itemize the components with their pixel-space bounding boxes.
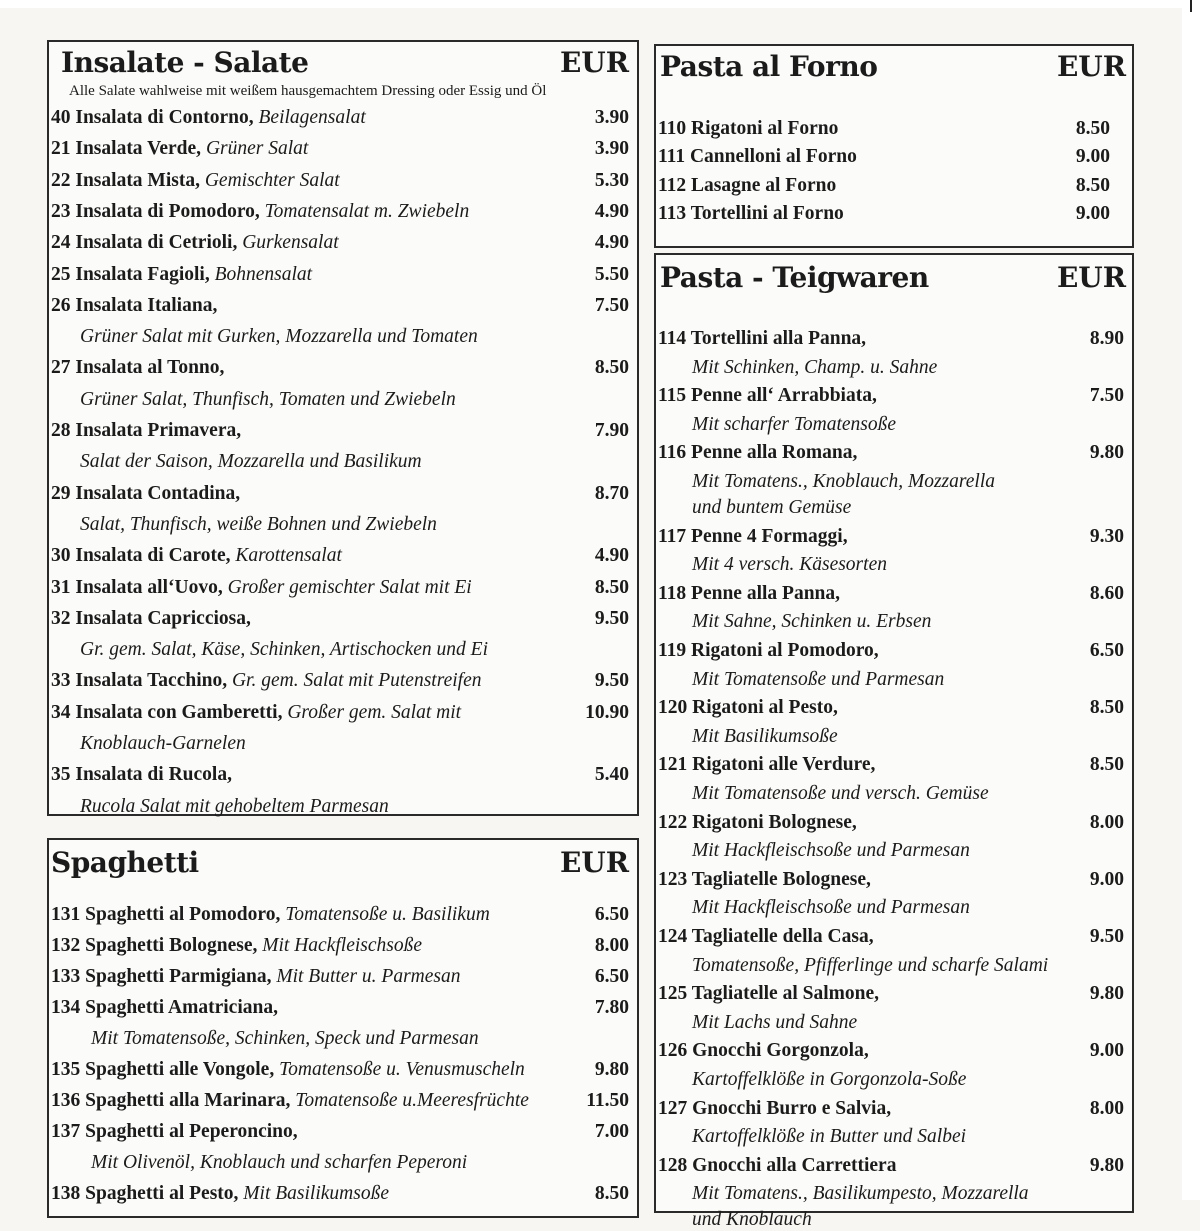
currency-header: EUR xyxy=(1056,50,1126,83)
dish-subdescription: Mit Tomatensoße und versch. Gemüse xyxy=(692,783,989,804)
dish-description: Beilagensalat xyxy=(258,107,366,128)
dish-name: 134 Spaghetti Amatriciana, xyxy=(51,997,278,1018)
dish-price: 8.70 xyxy=(594,482,629,504)
menu-item-row xyxy=(656,146,1132,168)
dish-price: 8.50 xyxy=(1089,697,1124,719)
dish-price: 9.00 xyxy=(1089,1040,1124,1062)
menu-item-row xyxy=(49,107,637,129)
menu-item-row xyxy=(656,754,1132,776)
dish-subdescription: Mit Tomatensoße, Schinken, Speck und Parmesan xyxy=(91,1028,479,1049)
menu-item-row xyxy=(49,357,637,379)
dish-name: 31 Insalata all‘Uovo, xyxy=(51,576,223,598)
dish-description: Tomatensalat m. Zwiebeln xyxy=(264,200,470,222)
dish-price: 8.00 xyxy=(1089,1097,1124,1119)
section-pasta-teigwaren xyxy=(654,253,1134,1231)
dish-price: 8.50 xyxy=(594,357,629,379)
dish-subdescription: Tomatensoße, Pfifferlinge und scharfe Salami xyxy=(692,954,1049,976)
menu-item-row xyxy=(656,175,1132,197)
menu-item-row xyxy=(656,203,1132,225)
dish-price: 10.90 xyxy=(585,701,629,723)
dish-name: 135 Spaghetti alle Vongole, xyxy=(51,1059,275,1080)
dish-name: 116 Penne alla Romana, xyxy=(658,442,858,464)
menu-item-row xyxy=(49,1090,637,1112)
dish-price: 9.50 xyxy=(594,670,629,692)
dish-name: 115 Penne all‘ Arrabbiata, xyxy=(658,385,877,407)
dish-price: 8.50 xyxy=(594,576,629,598)
menu-item-row xyxy=(49,264,637,286)
dish-price: 7.50 xyxy=(594,294,629,316)
dish-price: 5.50 xyxy=(594,263,629,285)
menu-item-row xyxy=(49,232,637,254)
dish-price: 9.30 xyxy=(1089,525,1124,547)
dish-subdescription: Mit Olivenöl, Knoblauch und scharfen Peperoni xyxy=(91,1152,468,1173)
dish-price: 9.00 xyxy=(1075,202,1110,224)
dish-subdescription: Salat, Thunfisch, weiße Bohnen und Zwiebeln xyxy=(80,513,437,535)
dish-subdescription: Gr. gem. Salat, Käse, Schinken, Artischocken und Ei xyxy=(80,639,488,661)
dish-price: 9.00 xyxy=(1089,868,1124,890)
menu-item-row xyxy=(49,1121,637,1143)
dish-price: 8.00 xyxy=(594,935,629,956)
dish-price: 8.50 xyxy=(594,1183,629,1204)
menu-item-row xyxy=(49,420,637,442)
dish-subdescription: Mit Hackfleischsoße und Parmesan xyxy=(692,840,970,862)
dish-name: 25 Insalata Fagioli, xyxy=(51,263,210,285)
dish-name: 30 Insalata di Carote, xyxy=(51,545,231,567)
menu-item-row xyxy=(49,201,637,223)
section-title: Pasta - Teigwaren xyxy=(660,261,929,294)
dish-price: 9.80 xyxy=(1089,983,1124,1005)
dish-description: Großer gem. Salat mit xyxy=(287,701,462,723)
dish-description: Gurkensalat xyxy=(242,232,339,254)
dish-name: 131 Spaghetti al Pomodoro, xyxy=(51,904,281,925)
dish-name: 137 Spaghetti al Peperoncino, xyxy=(51,1121,298,1142)
dish-name: 124 Tagliatelle della Casa, xyxy=(658,926,874,947)
dish-name: 22 Insalata Mista, xyxy=(51,169,200,191)
menu-item-row xyxy=(656,118,1132,140)
dish-name: 111 Cannelloni al Forno xyxy=(658,146,857,168)
menu-item-row xyxy=(49,1059,637,1081)
dish-price: 7.00 xyxy=(594,1121,629,1142)
menu-item-row xyxy=(49,1183,637,1205)
dish-name: 26 Insalata Italiana, xyxy=(51,294,218,316)
dish-price: 3.90 xyxy=(594,107,629,128)
dish-description: Tomatensoße u. Venusmuscheln xyxy=(279,1059,525,1080)
dish-name: 34 Insalata con Gamberetti, xyxy=(51,701,283,723)
menu-item-row xyxy=(656,926,1132,948)
menu-item-row xyxy=(49,295,637,317)
currency-header: EUR xyxy=(559,846,629,879)
menu-item-row xyxy=(656,697,1132,719)
menu-item-row xyxy=(49,966,637,988)
dish-price: 4.90 xyxy=(594,232,629,254)
dish-price: 8.60 xyxy=(1089,582,1124,604)
menu-item-row xyxy=(49,577,637,599)
menu-item-row xyxy=(656,442,1132,464)
dish-name: 126 Gnocchi Gorgonzola, xyxy=(658,1040,869,1062)
dish-subdescription: Mit Hackfleischsoße und Parmesan xyxy=(692,897,970,919)
menu-item-row xyxy=(656,328,1132,350)
dish-description: Bohnensalat xyxy=(214,263,313,285)
currency-header: EUR xyxy=(1056,261,1126,294)
menu-item-row xyxy=(656,983,1132,1005)
dish-price: 7.80 xyxy=(594,997,629,1018)
dish-name: 122 Rigatoni Bolognese, xyxy=(658,811,857,833)
dish-price: 6.50 xyxy=(1089,640,1124,661)
dish-subdescription: Grüner Salat mit Gurken, Mozzarella und Tomaten xyxy=(80,326,478,348)
dish-name: 128 Gnocchi alla Carrettiera xyxy=(658,1154,897,1176)
dish-description: Gr. gem. Salat mit Putenstreifen xyxy=(231,670,482,692)
dish-subdescription: Mit scharfer Tomatensoße xyxy=(692,413,897,435)
dish-subdescription: Mit Tomatens., Basilikumpesto, Mozzarella xyxy=(692,1183,1029,1205)
dish-description: Tomatensoße u.Meeresfrüchte xyxy=(295,1090,529,1111)
dish-name: 40 Insalata di Contorno, xyxy=(51,107,254,128)
dish-name: 29 Insalata Contadina, xyxy=(51,482,241,504)
section-title: Spaghetti xyxy=(51,846,199,879)
dish-name: 28 Insalata Primavera, xyxy=(51,420,242,441)
menu-item-row xyxy=(656,583,1132,605)
dish-subdescription: Mit Basilikumsoße xyxy=(692,725,838,747)
dish-price: 9.80 xyxy=(1089,1154,1124,1176)
dish-name: 127 Gnocchi Burro e Salvia, xyxy=(658,1097,892,1119)
dish-description: Mit Butter u. Parmesan xyxy=(276,966,461,987)
dish-name: 110 Rigatoni al Forno xyxy=(658,118,839,139)
dish-subdescription: Mit Sahne, Schinken u. Erbsen xyxy=(692,611,932,633)
dish-price: 7.90 xyxy=(594,420,629,441)
dish-price: 9.80 xyxy=(1089,442,1124,464)
dish-description: Mit Basilikumsoße xyxy=(243,1183,389,1204)
dish-name: 118 Penne alla Panna, xyxy=(658,582,841,604)
menu-item-row xyxy=(49,702,637,724)
dish-description: Gemischter Salat xyxy=(204,169,340,191)
dish-price: 3.90 xyxy=(594,138,629,160)
menu-item-row xyxy=(656,812,1132,834)
dish-description: Mit Hackfleischsoße xyxy=(262,935,423,956)
dish-name: 33 Insalata Tacchino, xyxy=(51,670,228,692)
menu-item-row xyxy=(656,526,1132,548)
menu-item-row xyxy=(49,545,637,567)
dish-name: 125 Tagliatelle al Salmone, xyxy=(658,983,880,1005)
dish-name: 138 Spaghetti al Pesto, xyxy=(51,1183,239,1204)
dish-subdescription: Rucola Salat mit gehobeltem Parmesan xyxy=(80,795,389,817)
menu-item-row xyxy=(656,1040,1132,1062)
dish-subdescription: und buntem Gemüse xyxy=(692,497,852,518)
dish-subdescription: Salat der Saison, Mozzarella und Basilikum xyxy=(80,451,422,473)
dish-price: 8.50 xyxy=(1089,754,1124,776)
dish-description: Karottensalat xyxy=(235,545,342,567)
dish-subdescription: Mit 4 versch. Käsesorten xyxy=(692,554,887,576)
dish-name: 32 Insalata Capricciosa, xyxy=(51,607,251,629)
dish-price: 5.40 xyxy=(594,764,629,786)
dish-name: 35 Insalata di Rucola, xyxy=(51,764,232,786)
section-spaghetti xyxy=(47,838,639,1218)
dish-name: 112 Lasagne al Forno xyxy=(658,174,837,196)
dish-name: 24 Insalata di Cetrioli, xyxy=(51,232,238,254)
menu-item-row xyxy=(49,483,637,505)
menu-item-row xyxy=(49,764,637,786)
section-note: Alle Salate wahlweise mit weißem hausgemachtem Dressing oder Essig und Öl xyxy=(69,83,547,99)
dish-name: 132 Spaghetti Bolognese, xyxy=(51,935,258,956)
dish-price: 5.30 xyxy=(594,169,629,191)
section-title: Pasta al Forno xyxy=(660,50,878,83)
menu-item-row xyxy=(49,997,637,1019)
dish-name: 121 Rigatoni alle Verdure, xyxy=(658,754,876,776)
dish-price: 11.50 xyxy=(586,1090,629,1111)
dish-name: 133 Spaghetti Parmigiana, xyxy=(51,966,272,987)
dish-description: Großer gemischter Salat mit Ei xyxy=(227,576,472,598)
menu-item-row xyxy=(49,170,637,192)
dish-subdescription: Mit Tomatensoße und Parmesan xyxy=(692,668,945,690)
menu-item-row xyxy=(656,385,1132,407)
page-right-edge xyxy=(1182,0,1200,1200)
dish-subdescription: Mit Tomatens., Knoblauch, Mozzarella xyxy=(692,471,995,492)
dish-name: 123 Tagliatelle Bolognese, xyxy=(658,868,871,890)
menu-item-row xyxy=(49,608,637,630)
dish-price: 9.50 xyxy=(594,607,629,629)
dish-price: 8.50 xyxy=(1075,174,1110,196)
dish-name: 23 Insalata di Pomodoro, xyxy=(51,200,260,222)
dish-price: 7.50 xyxy=(1089,385,1124,407)
menu-item-row xyxy=(49,670,637,692)
dish-name: 120 Rigatoni al Pesto, xyxy=(658,697,838,719)
section-title: Insalate - Salate xyxy=(61,46,309,79)
menu-item-row xyxy=(49,935,637,957)
dish-subdescription: Kartoffelklöße in Gorgonzola-Soße xyxy=(692,1069,967,1090)
dish-subdescription: Kartoffelklöße in Butter und Salbei xyxy=(692,1126,967,1148)
dish-subdescription: Mit Lachs und Sahne xyxy=(692,1011,858,1033)
dish-price: 6.50 xyxy=(594,904,629,925)
dish-price: 9.00 xyxy=(1075,146,1110,168)
menu-item-row xyxy=(656,1155,1132,1177)
page-top-margin xyxy=(0,0,1200,8)
currency-header: EUR xyxy=(559,46,629,79)
dish-price: 9.50 xyxy=(1089,926,1124,947)
menu-item-row xyxy=(49,138,637,160)
dish-price: 9.80 xyxy=(594,1059,629,1080)
dish-description: Grüner Salat xyxy=(205,138,309,160)
dish-name: 119 Rigatoni al Pomodoro, xyxy=(658,640,879,661)
dish-price: 8.50 xyxy=(1075,118,1110,139)
menu-item-row xyxy=(656,1098,1132,1120)
dish-name: 136 Spaghetti alla Marinara, xyxy=(51,1090,291,1111)
section-insalate xyxy=(47,40,639,816)
dish-description: Tomatensoße u. Basilikum xyxy=(285,904,490,925)
menu-item-row xyxy=(656,640,1132,662)
dish-subdescription: Grüner Salat, Thunfisch, Tomaten und Zwiebeln xyxy=(80,388,456,410)
dish-price: 8.90 xyxy=(1089,328,1124,349)
dish-price: 8.00 xyxy=(1089,811,1124,833)
menu-item-row xyxy=(49,904,637,926)
dish-subdescription: Knoblauch-Garnelen xyxy=(80,733,246,754)
dish-price: 6.50 xyxy=(594,966,629,987)
dish-name: 117 Penne 4 Formaggi, xyxy=(658,525,848,547)
dish-name: 114 Tortellini alla Panna, xyxy=(658,328,867,349)
dish-subdescription: Mit Schinken, Champ. u. Sahne xyxy=(692,356,938,378)
dish-name: 27 Insalata al Tonno, xyxy=(51,357,225,379)
menu-item-row xyxy=(656,869,1132,891)
dish-name: 21 Insalata Verde, xyxy=(51,138,202,160)
dish-subdescription: und Knoblauch xyxy=(692,1209,812,1231)
dish-name: 113 Tortellini al Forno xyxy=(658,202,844,224)
dish-price: 4.90 xyxy=(594,200,629,222)
dish-price: 4.90 xyxy=(594,545,629,567)
section-pasta-al-forno xyxy=(654,44,1134,248)
